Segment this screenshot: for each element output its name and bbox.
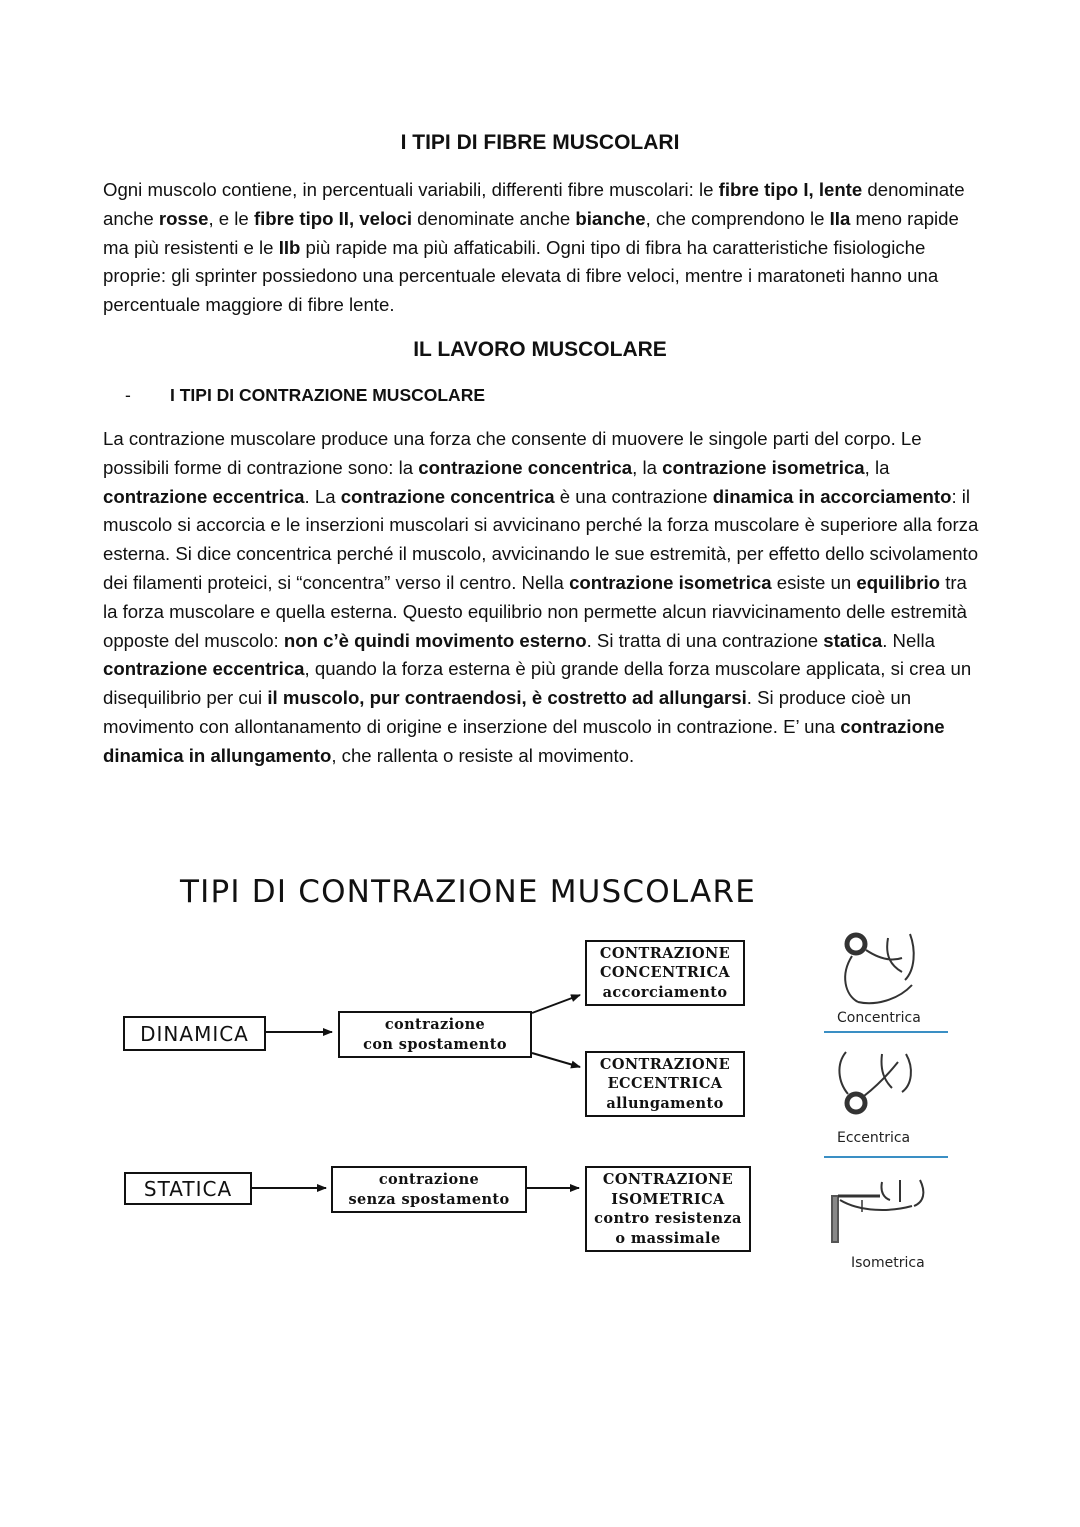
arrow-to-eccentrica: [532, 1053, 580, 1067]
eccentric-arm-icon: [839, 1052, 911, 1112]
paragraph-contrazione: La contrazione muscolare produce una forza che consente di muovere le singole parti del corpo. Le possibili forme di contrazione sono: la contrazione concentrica, la contrazione isometrica, la contrazione eccentrica. La contrazione concentrica è una contrazione dinamica in accorciamento: il muscolo si accorcia e le inserzioni muscolari si avvicinano perché la forza muscolare è superiore alla forza esterna. Si dice concentrica perché il muscolo, avvicinando le sue estremità, per effetto dello scivolamento dei filamenti proteici, si “concentra” verso il centro. Nella contrazione isometrica esiste un equilibrio tra la forza muscolare e quella esterna. Questo equilibrio non permette alcun riavvicinamento delle estremità opposte del muscolo: non c’è quindi movimento esterno. Si tratta di una contrazione statica. Nella contrazione eccentrica, quando la forza esterna è più grande della forza muscolare applicata, si crea un disequilibrio per cui il muscolo, pur contraendosi, è costretto ad allungarsi. Si produce cioè un movimento con allontanamento di origine e inserzione del muscolo in contrazione. E’ una contrazione dinamica in allungamento, che rallenta o resiste al movimento.: [103, 428, 979, 766]
arrow-to-concentrica: [532, 995, 580, 1013]
section-title-lavoro: IL LAVORO MUSCOLARE: [413, 338, 667, 361]
box-eccentrica: CONTRAZIONE ECCENTRICA allungamento: [585, 1051, 745, 1117]
isometric-arm-icon: [832, 1180, 923, 1242]
diagram-title: TIPI DI CONTRAZIONE MUSCOLARE: [180, 874, 756, 910]
box-dinamica: DINAMICA: [123, 1016, 266, 1051]
section-title-fibre: I TIPI DI FIBRE MUSCOLARI: [400, 131, 680, 154]
box-con-spostamento: contrazione con spostamento: [338, 1011, 532, 1058]
box-isometrica: CONTRAZIONE ISOMETRICA contro resistenza o massimale: [585, 1166, 751, 1252]
bullet-dash: -: [125, 385, 131, 405]
label-isometrica: Isometrica: [851, 1255, 925, 1271]
label-concentrica: Concentrica: [837, 1010, 921, 1026]
box-concentrica: CONTRAZIONE CONCENTRICA accorciamento: [585, 940, 745, 1006]
box-statica: STATICA: [124, 1172, 252, 1205]
subtitle-contrazione: - I TIPI DI CONTRAZIONE MUSCOLARE: [125, 385, 485, 405]
concentric-arm-icon: [845, 934, 914, 1003]
box-senza-spostamento: contrazione senza spostamento: [331, 1166, 527, 1213]
paragraph-fibre: Ogni muscolo contiene, in percentuali variabili, differenti fibre muscolari: le fibre tipo I, lente denominate anche rosse, e le fibre tipo II, veloci denominate anche bianche, che comprendono le IIa meno rapide ma più resistenti e le IIb più rapide ma più affaticabili. Ogni tipo di fibra ha caratteristiche fisiologiche proprie: gli sprinter possiedono una percentuale elevata di fibre veloci, mentre i maratoneti hanno una percentuale maggiore di fibre lente.: [103, 179, 965, 316]
label-eccentrica: Eccentrica: [837, 1130, 911, 1146]
